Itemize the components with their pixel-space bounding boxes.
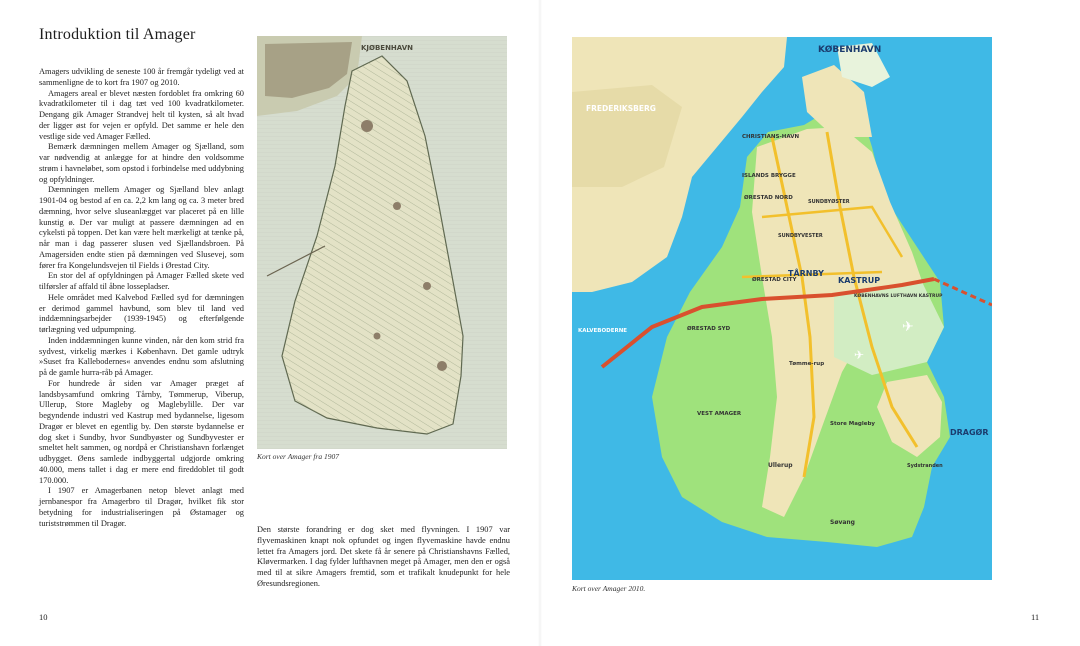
- caption-1907: Kort over Amager fra 1907: [257, 452, 339, 461]
- map-label-ullerup: Ullerup: [768, 462, 793, 469]
- map-label-tommerup: Tømme-rup: [789, 361, 825, 367]
- map-1907-drawing: [257, 36, 507, 449]
- map-label-kastrup: KASTRUP: [838, 276, 881, 285]
- paragraph: En stor del af opfyldningen på Amager Fælled skete ved tilførsler af affald til åbne lossepladser.: [39, 271, 244, 291]
- map-label-store-magleby: Store Magleby: [830, 421, 875, 427]
- map-1907-label: KJØBENHAVN: [360, 44, 414, 52]
- map-label-lufthavn: KØBENHAVNS LUFTHAVN KASTRUP: [854, 294, 943, 299]
- map-label-kobenhavn: KØBENHAVN: [818, 45, 882, 55]
- map-1907: [257, 36, 507, 449]
- gutter-shadow: [538, 0, 542, 646]
- paragraph: I 1907 er Amagerbanen netop blevet anlagt med jernbanespor fra Amagerbro til Dragør, hvilket fik stor betydning for industrialiseringen på Østamager og turiststrømmen til Dragør.: [39, 486, 244, 528]
- map-label-frederiksberg: FREDERIKSBERG: [586, 104, 656, 113]
- map-2010-drawing: [572, 37, 992, 580]
- paragraph: Den største forandring er dog sket med flyvningen. I 1907 var flyvemaskinen knapt nok opfundet og ingen flyvemaskine havde endnu lettet fra Amagers jord. Det skete få år senere på Christianshavns Fælled, Kløvermarken. I dag fylder lufthavnen meget på Amager, men den er også med til at sikre Amagers fremtid, som et trafikalt knudepunkt for hele Øresundsregionen.: [257, 525, 510, 588]
- map-label-sundbyvester: SUNDBYVESTER: [778, 233, 823, 239]
- text-column-left: [39, 67, 244, 529]
- map-label-kalveboderne: KALVEBODERNE: [578, 328, 628, 334]
- map-label-orestad-nord: ØRESTAD NORD: [744, 195, 793, 201]
- map-label-vest-amager: VEST AMAGER: [697, 411, 742, 417]
- map-label-sundbyoster: SUNDBYØSTER: [808, 199, 850, 205]
- airplane-icon: ✈: [854, 348, 865, 362]
- map-label-christianshavn: CHRISTIANS-HAVN: [742, 134, 800, 140]
- map-label-sovang: Søvang: [830, 519, 855, 526]
- paragraph: Dæmningen mellem Amager og Sjælland blev anlagt 1901-04 og bestod af en ca. 2,2 km lang og ca. 3 meter bred dæmning, hvor selve sluseanlægget var placeret på en lille kunstig ø. Der var muligt at passere dæmningen ad en cykelsti på toppen. Det kan være helt mærkeligt at tænke på, når man i dag passerer slusen ved Sjællandsbroen. På Amagersiden endte stien på dæmningen ved Slusevej, som fører fra Kongelundsvejen til Fields i Ørestad City.: [39, 185, 244, 270]
- map-2010: [572, 37, 992, 580]
- page-number-left: 10: [39, 612, 48, 622]
- paragraph: Amagers udvikling de seneste 100 år fremgår tydeligt ved at sammenligne de to kort fra 1907 og 2010.: [39, 67, 244, 87]
- paragraph: Amagers areal er blevet næsten fordoblet fra omkring 60 kvadratkilometer til i dag tæt ved 100 kvadratkilometer. Dengang gik Amager Strandvej helt til kysten, så alt hvad der ligger øst for vejen er opfyld. Det samme er hele den vestlige side ved Amager Fælled.: [39, 88, 244, 141]
- paragraph: Bemærk dæmningen mellem Amager og Sjælland, som var nødvendig at anlægge for at hindre den voldsomme strøm i havneløbet, som opstod i forbindelse med uddybning og opfyldninger.: [39, 142, 244, 184]
- paragraph: Inden inddæmningen kunne vinden, når den kom strid fra sydvest, virkelig mærkes i København. Det gamle udtryk »Suset fra Kallebodernes« anvendes endnu som afslutning på de gamle hurra-råb på Amager.: [39, 335, 244, 377]
- page-number-right: 11: [1031, 612, 1040, 622]
- page-title: Introduktion til Amager: [39, 26, 196, 43]
- map-label-dragor: DRAGØR: [950, 428, 989, 437]
- map-label-tarnby: TÅRNBY: [788, 269, 824, 278]
- paragraph: Hele området med Kalvebod Fælled syd for dæmningen er derimod gammel havbund, som blev til land ved inddæmningsarbejder (1939-1945) og efterfølgende tørlægning ved udpumpning.: [39, 292, 244, 334]
- map-label-orestad-city: ØRESTAD CITY: [752, 277, 797, 283]
- text-column-middle: [257, 525, 510, 590]
- map-label-sydstranden: Sydstranden: [907, 463, 943, 469]
- airplane-icon: ✈: [902, 320, 914, 335]
- map-label-orestad-syd: ØRESTAD SYD: [687, 326, 731, 332]
- paragraph: For hundrede år siden var Amager præget af landsbysamfund omkring Tårnby, Tømmerup, Viberup, Ullerup, Store Magleby og Maglebylille. Der var begyndende industri ved Kastrup med bydannelse, ligesom Dragør er blevet en egentlig by. Den største bydannelse er dog sket i Sundby, hvor Sundbyøster og Sundbyvester er smeltet helt sammen, og nordpå er Christianshavn forlænget udbygget. Øens samlede indbyggertal udgjorde omkring 40.000, mens tallet i dag er mere end fireddoblet til godt 170.000.: [39, 378, 244, 485]
- map-label-islandsbrygge: ISLANDS BRYGGE: [742, 173, 796, 179]
- caption-2010: Kort over Amager 2010.: [572, 584, 646, 593]
